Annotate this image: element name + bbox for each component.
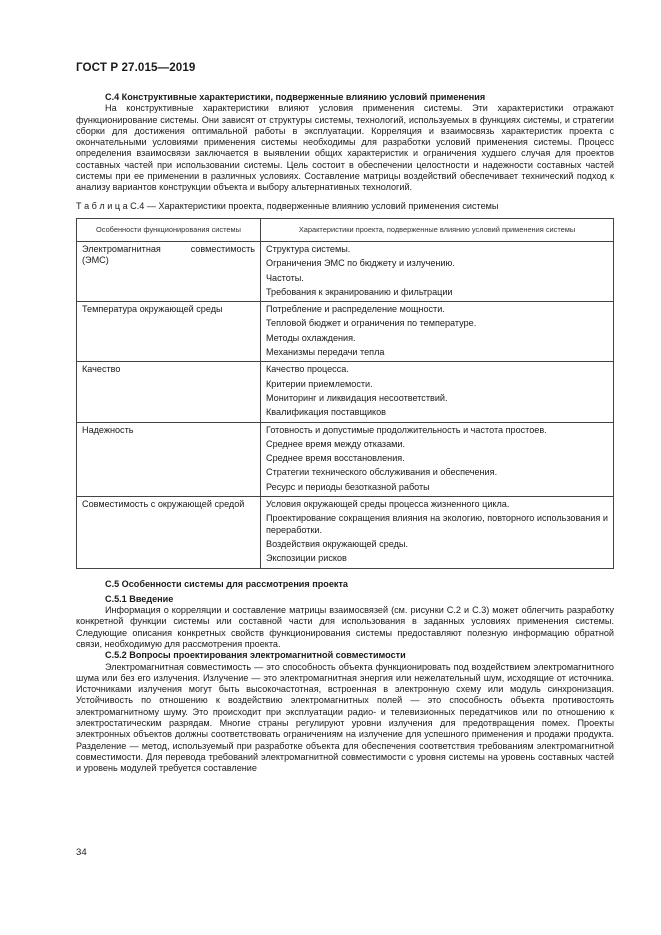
characteristic-item: Критерии приемлемости.: [266, 378, 373, 389]
section-c5-1-paragraph: Информация о корреляции и составление матрицы взаимосвязей (см. рисунки С.2 и С.3) может облегчить разработку конкретной функции системы или составной части для использования в заданных условиях применения системы. Следующие описания конкретных свойств функционирования системы предоставляют полезную информацию обратной связи, необходимую для рассмотрения проекта.: [76, 605, 614, 649]
section-c4-heading: С.4 Конструктивные характеристики, подверженные влиянию условий применения: [105, 92, 486, 102]
feature-label: Электромагнитная совместимость (ЭМС): [82, 243, 255, 266]
table-cell-characteristics: [261, 422, 614, 496]
feature-label: Надежность: [82, 424, 134, 435]
characteristic-item: Мониторинг и ликвидация несоответствий.: [266, 392, 448, 403]
page-number: 34: [76, 847, 87, 858]
table-row: [77, 302, 614, 362]
characteristic-item: Тепловой бюджет и ограничения по температуре.: [266, 318, 477, 329]
design-characteristics-table: [76, 218, 614, 569]
page-content: [76, 92, 614, 775]
table-header-characteristics: Характеристики проекта, подверженные влиянию условий применения системы: [261, 218, 614, 241]
table-cell-characteristics: [261, 241, 614, 301]
table-header-row: [77, 218, 614, 241]
characteristic-item: Механизмы передачи тепла: [266, 347, 385, 358]
table-row: [77, 241, 614, 301]
table-header-features: Особенности функционирования системы: [77, 218, 261, 241]
section-c5-1-heading: С.5.1 Введение: [105, 593, 174, 604]
table-row: [77, 362, 614, 422]
characteristic-item: Ограничения ЭМС по бюджету и излучению.: [266, 258, 455, 269]
characteristic-item: Квалификация поставщиков: [266, 407, 387, 418]
characteristic-item: Методы охлаждения.: [266, 332, 356, 343]
document-standard-title: ГОСТ Р 27.015—2019: [76, 61, 196, 74]
characteristic-item: Качество процесса.: [266, 364, 349, 375]
table-cell-characteristics: [261, 362, 614, 422]
characteristic-item: Ресурс и периоды безотказной работы: [266, 481, 430, 492]
characteristic-item: Частоты.: [266, 272, 304, 283]
feature-label: Совместимость с окружающей средой: [82, 499, 245, 510]
table-cell-feature: [77, 362, 261, 422]
table-cell-feature: [77, 241, 261, 301]
table-cell-characteristics: [261, 302, 614, 362]
section-c5-2-heading: С.5.2 Вопросы проектирования электромагнитной совместимости: [105, 650, 406, 661]
table-row: [77, 497, 614, 568]
table-body: [77, 241, 614, 568]
section-c5-heading: С.5 Особенности системы для рассмотрения проекта: [105, 578, 348, 589]
characteristic-item: Условия окружающей среды процесса жизненного цикла.: [266, 499, 510, 510]
characteristic-item: Экспозиции рисков: [266, 553, 347, 564]
table-caption: Т а б л и ц а С.4 — Характеристики проекта, подверженные влиянию условий применения системы: [76, 200, 499, 211]
characteristic-item: Среднее время между отказами.: [266, 438, 406, 449]
characteristic-item: Потребление и распределение мощности.: [266, 304, 445, 315]
characteristic-item: Структура системы.: [266, 243, 351, 254]
table-row: [77, 422, 614, 496]
table-cell-feature: [77, 497, 261, 568]
characteristic-item: Воздействия окружающей среды.: [266, 538, 408, 549]
table-cell-feature: [77, 302, 261, 362]
characteristic-item: Стратегии технического обслуживания и обеспечения.: [266, 467, 498, 478]
feature-label: Температура окружающей среды: [82, 304, 223, 315]
section-c4-paragraph: На конструктивные характеристики влияют условия применения системы. Эти характеристики отражают функционирование системы. Они зависят от структуры системы, технологий, используемых в функциях системы, и стратегии сборки для достижения оптимальной работы в эксплуатации. Корреляция и взаимосвязь характеристик проекта с окончательными условиями применения системы необходимы для разработки условий применения системы. Процесс определения взаимосвязи заключается в выявлении общих характеристик и ограничения худшего случая для проектов составных частей при использовании системы. Цель состоит в обеспечении целостности и надежности составных частей системы при ее применении в различных условиях. Составление матрицы воздействий обеспечивает технический подход к анализу вариантов конструкции объекта и выбору альтернативных технологий.: [76, 103, 614, 193]
characteristic-item: Проектирование сокращения влияния на экологию, повторного использования и переработки.: [266, 513, 608, 535]
characteristic-item: Среднее время восстановления.: [266, 453, 405, 464]
characteristic-item: Требования к экранированию и фильтрации: [266, 286, 453, 297]
table-cell-characteristics: [261, 497, 614, 568]
section-c5-2-paragraph: Электромагнитная совместимость — это способность объекта функционировать под воздействием электромагнитного шума или без его излучения. Излучение — это электромагнитная энергия или нежелательный шум, исходящие от источника. Источниками излучения могут быть высокочастотная, встроенная в электронную схему или модуль синхронизация. Устойчивость по отношению к воздействию электромагнитных полей — это способность объекта противостоять электромагнитному шуму. Это происходит при эксплуатации радио- и телевизионных передатчиков или по отношению к электростатическим разрядам. Многие страны регулируют уровни излучения для предотвращения помех. Проекты электронных объектов должны соответствовать ограничениям на излучение для успешного применения и продажи продукта. Разделение — метод, используемый при разработке объекта для обеспечения соответствия требованиям электромагнитной совместимости. Для перевода требований электромагнитной совместимости с уровня системы на уровень составных частей и уровень модулей требуется составление: [76, 661, 614, 774]
characteristic-item: Готовность и допустимые продолжительность и частота простоев.: [266, 424, 547, 435]
feature-label: Качество: [82, 364, 121, 375]
table-cell-feature: [77, 422, 261, 496]
